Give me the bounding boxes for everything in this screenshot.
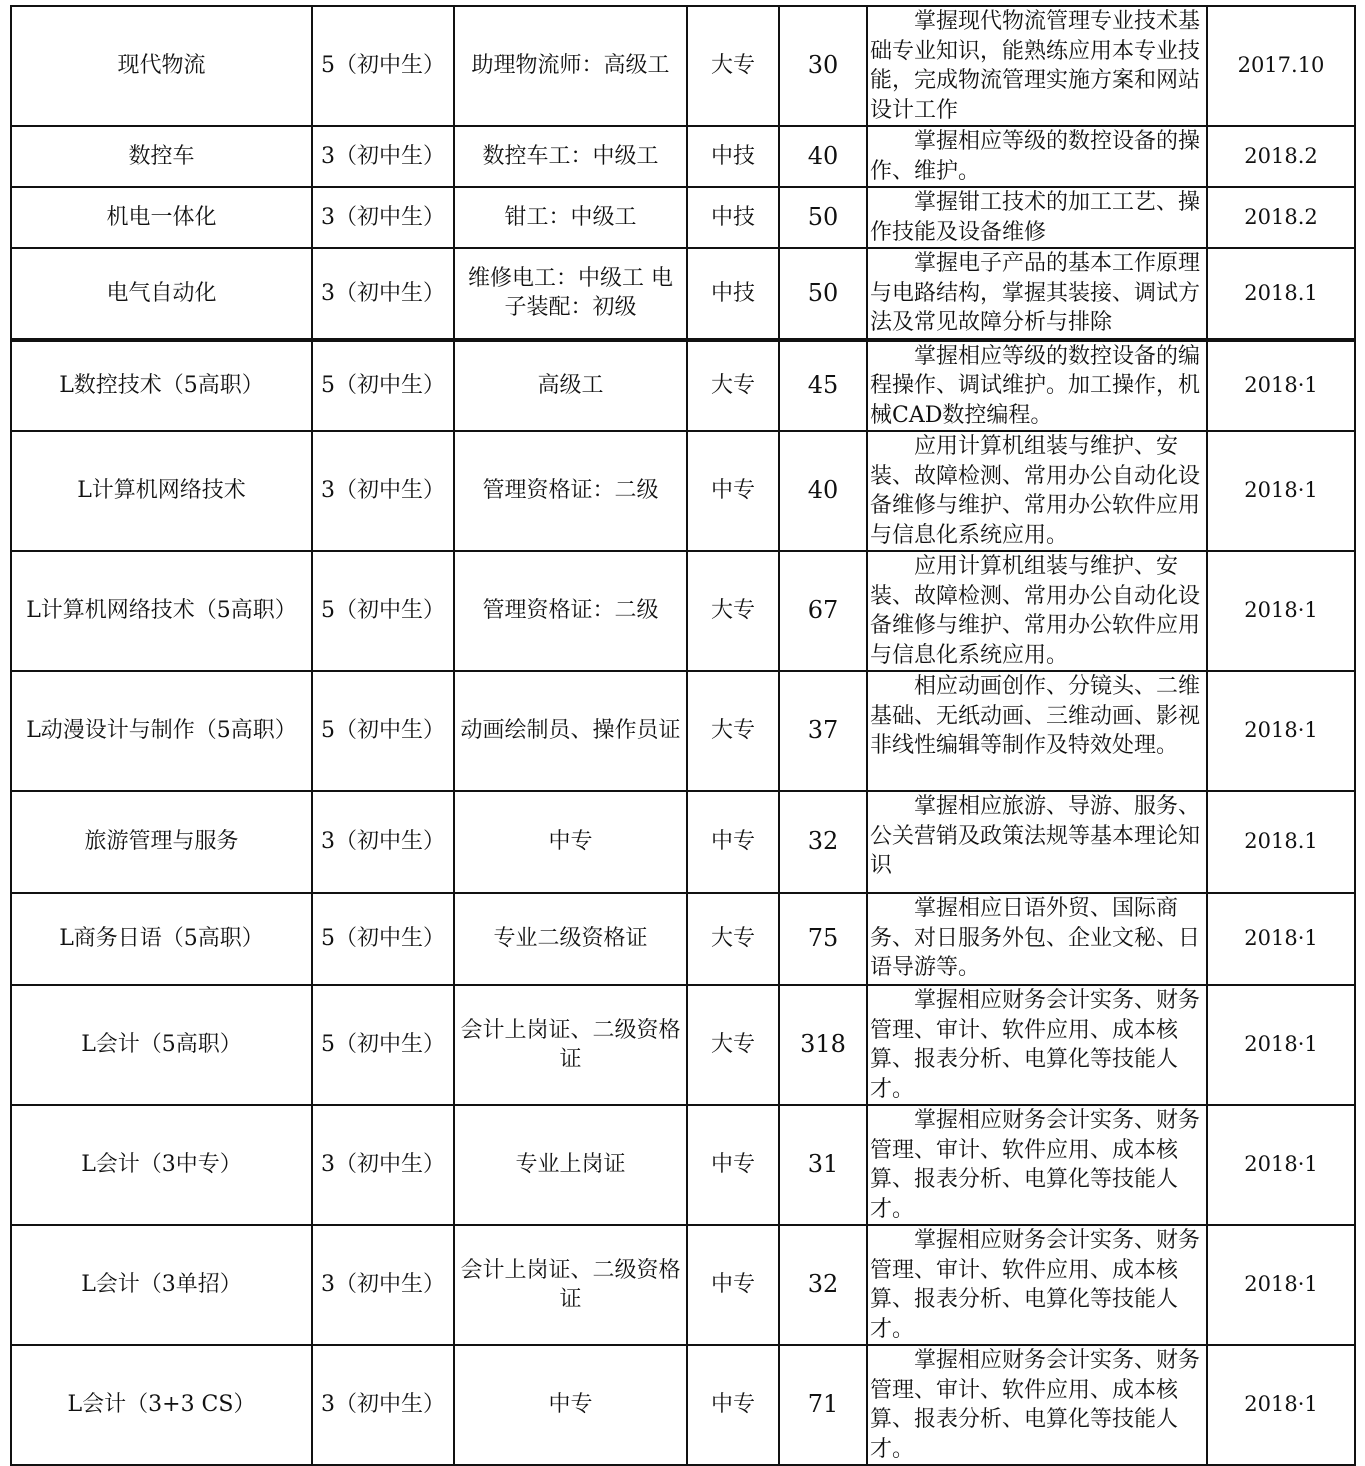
cert-cell: 助理物流师：高级工 xyxy=(454,6,687,126)
cert-cell: 钳工：中级工 xyxy=(454,187,687,248)
desc-text: 掌握相应日语外贸、国际商务、对日服务外包、企业文秘、日语导游等。 xyxy=(870,896,1201,980)
cert-cell: 高级工 xyxy=(454,340,687,432)
years-cell: 3（初中生） xyxy=(312,431,454,551)
desc-cell xyxy=(867,985,1207,1105)
years-cell: 5（初中生） xyxy=(312,893,454,985)
desc-text: 掌握钳工技术的加工工艺、操作技能及设备维修 xyxy=(870,190,1201,245)
table-row xyxy=(11,551,1355,671)
cert-cell: 管理资格证：二级 xyxy=(454,431,687,551)
date-cell: 2018·1 xyxy=(1207,431,1355,551)
date-cell: 2018·1 xyxy=(1207,340,1355,432)
level-cell: 中专 xyxy=(687,1225,779,1345)
desc-text: 掌握相应等级的数控设备的操作、维护。 xyxy=(870,129,1201,184)
table-row xyxy=(11,893,1355,985)
count-cell: 318 xyxy=(779,985,867,1105)
table-row xyxy=(11,1225,1355,1345)
years-cell: 3（初中生） xyxy=(312,1225,454,1345)
count-cell: 31 xyxy=(779,1105,867,1225)
date-cell: 2018·1 xyxy=(1207,1105,1355,1225)
date-cell: 2017.10 xyxy=(1207,6,1355,126)
count-cell: 32 xyxy=(779,1225,867,1345)
years-cell: 5（初中生） xyxy=(312,985,454,1105)
count-cell: 32 xyxy=(779,791,867,893)
years-cell: 3（初中生） xyxy=(312,1105,454,1225)
level-cell: 大专 xyxy=(687,893,779,985)
cert-cell: 专业二级资格证 xyxy=(454,893,687,985)
level-cell: 大专 xyxy=(687,985,779,1105)
count-cell: 67 xyxy=(779,551,867,671)
table-row xyxy=(11,431,1355,551)
count-cell: 50 xyxy=(779,187,867,248)
major-cell: L会计（3单招） xyxy=(11,1225,312,1345)
major-cell: 机电一体化 xyxy=(11,187,312,248)
desc-cell xyxy=(867,126,1207,187)
date-cell: 2018·1 xyxy=(1207,671,1355,791)
count-cell: 75 xyxy=(779,893,867,985)
table-row xyxy=(11,791,1355,893)
table-row xyxy=(11,126,1355,187)
desc-cell xyxy=(867,187,1207,248)
cert-cell: 会计上岗证、二级资格证 xyxy=(454,985,687,1105)
level-cell: 中专 xyxy=(687,431,779,551)
desc-cell xyxy=(867,1105,1207,1225)
level-cell: 大专 xyxy=(687,551,779,671)
major-cell: L计算机网络技术 xyxy=(11,431,312,551)
count-cell: 40 xyxy=(779,431,867,551)
count-cell: 50 xyxy=(779,248,867,340)
table-row xyxy=(11,248,1355,340)
desc-cell xyxy=(867,1345,1207,1465)
date-cell: 2018·1 xyxy=(1207,985,1355,1105)
years-cell: 3（初中生） xyxy=(312,248,454,340)
desc-cell xyxy=(867,340,1207,432)
level-cell: 大专 xyxy=(687,340,779,432)
years-cell: 5（初中生） xyxy=(312,671,454,791)
major-cell: L计算机网络技术（5高职） xyxy=(11,551,312,671)
desc-cell xyxy=(867,1225,1207,1345)
table-row xyxy=(11,671,1355,791)
years-cell: 3（初中生） xyxy=(312,1345,454,1465)
cert-cell: 数控车工：中级工 xyxy=(454,126,687,187)
desc-cell xyxy=(867,671,1207,791)
table-row xyxy=(11,6,1355,126)
years-cell: 3（初中生） xyxy=(312,791,454,893)
major-cell: L数控技术（5高职） xyxy=(11,340,312,432)
desc-cell xyxy=(867,791,1207,893)
table-row xyxy=(11,1345,1355,1465)
desc-text: 相应动画创作、分镜头、二维基础、无纸动画、三维动画、影视非线性编辑等制作及特效处理。 xyxy=(870,674,1201,758)
cert-cell: 动画绘制员、操作员证 xyxy=(454,671,687,791)
desc-cell xyxy=(867,248,1207,340)
years-cell: 3（初中生） xyxy=(312,187,454,248)
desc-text: 掌握相应财务会计实务、财务管理、审计、软件应用、成本核算、报表分析、电算化等技能人才。 xyxy=(870,1348,1201,1462)
table-row xyxy=(11,985,1355,1105)
desc-text: 应用计算机组装与维护、安装、故障检测、常用办公自动化设备维修与维护、常用办公软件应用与信息化系统应用。 xyxy=(870,434,1201,548)
cert-cell: 中专 xyxy=(454,791,687,893)
date-cell: 2018·1 xyxy=(1207,1225,1355,1345)
desc-text: 掌握相应财务会计实务、财务管理、审计、软件应用、成本核算、报表分析、电算化等技能人才。 xyxy=(870,1108,1201,1222)
level-cell: 中专 xyxy=(687,791,779,893)
program-table xyxy=(10,5,1356,1466)
count-cell: 71 xyxy=(779,1345,867,1465)
major-cell: L会计（5高职） xyxy=(11,985,312,1105)
major-cell: L商务日语（5高职） xyxy=(11,893,312,985)
years-cell: 3（初中生） xyxy=(312,126,454,187)
desc-text: 掌握相应旅游、导游、服务、公关营销及政策法规等基本理论知识 xyxy=(870,794,1201,878)
desc-cell xyxy=(867,893,1207,985)
desc-text: 掌握电子产品的基本工作原理与电路结构，掌握其装接、调试方法及常见故障分析与排除 xyxy=(870,251,1201,335)
cert-cell: 中专 xyxy=(454,1345,687,1465)
level-cell: 中技 xyxy=(687,248,779,340)
date-cell: 2018.1 xyxy=(1207,791,1355,893)
desc-cell xyxy=(867,551,1207,671)
level-cell: 大专 xyxy=(687,6,779,126)
major-cell: 电气自动化 xyxy=(11,248,312,340)
major-cell: L会计（3中专） xyxy=(11,1105,312,1225)
years-cell: 5（初中生） xyxy=(312,6,454,126)
major-cell: L动漫设计与制作（5高职） xyxy=(11,671,312,791)
desc-text: 掌握相应财务会计实务、财务管理、审计、软件应用、成本核算、报表分析、电算化等技能人才。 xyxy=(870,988,1201,1102)
major-cell: 数控车 xyxy=(11,126,312,187)
count-cell: 40 xyxy=(779,126,867,187)
date-cell: 2018·1 xyxy=(1207,1345,1355,1465)
level-cell: 中技 xyxy=(687,126,779,187)
count-cell: 30 xyxy=(779,6,867,126)
cert-cell: 会计上岗证、二级资格证 xyxy=(454,1225,687,1345)
table-row xyxy=(11,1105,1355,1225)
desc-text: 掌握现代物流管理专业技术基础专业知识，能熟练应用本专业技能，完成物流管理实施方案和网站设计工作 xyxy=(870,9,1201,123)
years-cell: 5（初中生） xyxy=(312,340,454,432)
cert-cell: 管理资格证：二级 xyxy=(454,551,687,671)
level-cell: 中技 xyxy=(687,187,779,248)
desc-cell xyxy=(867,6,1207,126)
cert-cell: 专业上岗证 xyxy=(454,1105,687,1225)
table-row xyxy=(11,187,1355,248)
date-cell: 2018·1 xyxy=(1207,893,1355,985)
table-row xyxy=(11,340,1355,432)
major-cell: L会计（3+3 CS） xyxy=(11,1345,312,1465)
level-cell: 中专 xyxy=(687,1345,779,1465)
date-cell: 2018.2 xyxy=(1207,126,1355,187)
date-cell: 2018.1 xyxy=(1207,248,1355,340)
major-cell: 现代物流 xyxy=(11,6,312,126)
count-cell: 37 xyxy=(779,671,867,791)
major-cell: 旅游管理与服务 xyxy=(11,791,312,893)
desc-cell xyxy=(867,431,1207,551)
years-cell: 5（初中生） xyxy=(312,551,454,671)
desc-text: 掌握相应等级的数控设备的编程操作、调试维护。加工操作，机械CAD数控编程。 xyxy=(870,343,1201,428)
date-cell: 2018·1 xyxy=(1207,551,1355,671)
desc-text: 掌握相应财务会计实务、财务管理、审计、软件应用、成本核算、报表分析、电算化等技能人才。 xyxy=(870,1228,1201,1342)
cert-cell: 维修电工：中级工 电子装配：初级 xyxy=(454,248,687,340)
desc-text: 应用计算机组装与维护、安装、故障检测、常用办公自动化设备维修与维护、常用办公软件应用与信息化系统应用。 xyxy=(870,554,1201,668)
count-cell: 45 xyxy=(779,340,867,432)
level-cell: 中专 xyxy=(687,1105,779,1225)
level-cell: 大专 xyxy=(687,671,779,791)
date-cell: 2018.2 xyxy=(1207,187,1355,248)
